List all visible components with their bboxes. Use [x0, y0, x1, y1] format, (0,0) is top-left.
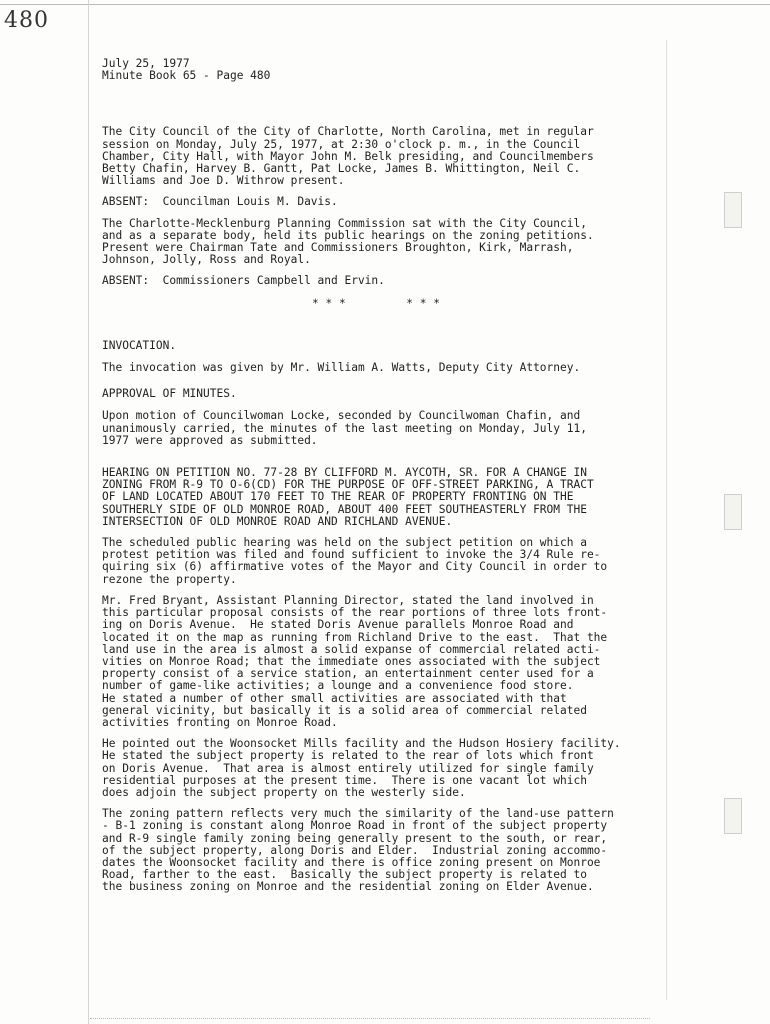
text-line: HEARING ON PETITION NO. 77-28 BY CLIFFORD M. AYCOTH, SR. FOR A CHANGE IN [102, 466, 587, 480]
text-line: Williams and Joe D. Withrow present. [102, 174, 345, 188]
absent-commission [102, 275, 682, 287]
text-line: property consist of a service station, an entertainment center used for a [102, 667, 594, 681]
invocation-heading: INVOCATION. [102, 338, 177, 352]
text-line: Johnson, Jolly, Ross and Royal. [102, 253, 311, 267]
text-line: INTERSECTION OF OLD MONROE ROAD AND RICHLAND AVENUE. [102, 514, 453, 528]
text-line: dates the Woonsocket facility and there is office zoning present on Monroe [102, 855, 601, 869]
margin-tab [724, 798, 742, 834]
text-line: and as a separate body, held its public hearings on the zoning petitions. [102, 228, 594, 242]
text-line: Mr. Fred Bryant, Assistant Planning Director, stated the land involved in [102, 593, 594, 607]
text-line: The invocation was given by Mr. William A. Watts, Deputy City Attorney. [102, 361, 581, 375]
text-line: He pointed out the Woonsocket Mills facility and the Hudson Hosiery facility. [102, 737, 621, 751]
text-line: ABSENT: Councilman Louis M. Davis. [102, 195, 338, 209]
text-line: located it on the map as running from Richland Drive to the east. That the [102, 630, 608, 644]
text-line: The scheduled public hearing was held on the subject petition on which a [102, 536, 587, 550]
text-line: rezone the property. [102, 572, 237, 586]
planning-commission-paragraph [102, 218, 682, 267]
opening-paragraph [102, 126, 682, 187]
text-line: ing on Doris Avenue. He stated Doris Avenue parallels Monroe Road and [102, 618, 574, 632]
text-line: Road, farther to the east. Basically the subject property is related to [102, 868, 587, 882]
text-line: activities fronting on Monroe Road. [102, 715, 338, 729]
text-line: Upon motion of Councilwoman Locke, seconded by Councilwoman Chafin, and [102, 409, 581, 423]
page-number: 480 [4, 8, 49, 33]
text-line: Betty Chafin, Harvey B. Gantt, Pat Locke, James B. Whittington, Neil C. [102, 162, 581, 176]
hearing-held-paragraph [102, 537, 682, 586]
text-line: land use in the area is almost a solid expanse of commercial related acti- [102, 642, 601, 656]
text-line: session on Monday, July 25, 1977, at 2:30 o'clock p. m., in the Council [102, 137, 581, 151]
section-separator: * * * * * * [312, 296, 440, 310]
text-line: quiring six (6) affirmative votes of the Mayor and City Council in order to [102, 560, 608, 574]
text-line: 1977 were approved as submitted. [102, 433, 318, 447]
text-line: of the subject property, along Doris and Elder. Industrial zoning accommo- [102, 843, 608, 857]
absent-council [102, 196, 682, 208]
text-line: and R-9 single family zoning being generally present to the south, or rear, [102, 831, 608, 845]
text-line: number of game-like activities; a lounge and a convenience food store. [102, 679, 574, 693]
text-line: He stated a number of other small activities are associated with that [102, 691, 567, 705]
minutes-heading: APPROVAL OF MINUTES. [102, 387, 237, 401]
text-line: - B-1 zoning is constant along Monroe Road in front of the subject property [102, 819, 608, 833]
text-line: protest petition was filed and found sufficient to invoke the 3/4 Rule re- [102, 548, 601, 562]
text-line: OF LAND LOCATED ABOUT 170 FEET TO THE REAR OF PROPERTY FRONTING ON THE [102, 490, 574, 504]
text-line: unanimously carried, the minutes of the last meeting on Monday, July 11, [102, 421, 587, 435]
woonsocket-paragraph [102, 738, 682, 799]
margin-tab [724, 494, 742, 530]
text-line: He stated the subject property is related to the rear of lots which front [102, 749, 594, 763]
text-line: residential purposes at the present time. There is one vacant lot which [102, 773, 587, 787]
text-line: does adjoin the subject property on the westerly side. [102, 785, 466, 799]
hearing-heading [102, 467, 682, 528]
meeting-date: July 25, 1977 [102, 57, 190, 70]
text-line: ZONING FROM R-9 TO O-6(CD) FOR THE PURPOSE OF OFF-STREET PARKING, A TRACT [102, 478, 594, 492]
text-line: The City Council of the City of Charlotte, North Carolina, met in regular [102, 125, 594, 139]
minutes-page [102, 58, 682, 903]
bottom-rule [90, 1018, 650, 1019]
zoning-pattern-paragraph [102, 808, 682, 893]
page-header [102, 58, 682, 82]
text-line: Present were Chairman Tate and Commissioners Broughton, Kirk, Marrash, [102, 241, 574, 255]
left-margin-rule [88, 0, 89, 1024]
text-line: on Doris Avenue. That area is almost entirely utilized for single family [102, 761, 594, 775]
text-line: general vicinity, but basically it is a solid area of commercial related [102, 703, 587, 717]
text-line: Chamber, City Hall, with Mayor John M. Belk presiding, and Councilmembers [102, 149, 594, 163]
invocation-paragraph [102, 362, 682, 374]
text-line: this particular proposal consists of the rear portions of three lots front- [102, 606, 608, 620]
text-line: vities on Monroe Road; that the immediate ones associated with the subject [102, 654, 601, 668]
bryant-paragraph [102, 595, 682, 729]
text-line: The zoning pattern reflects very much the similarity of the land-use pattern [102, 807, 614, 821]
minutes-paragraph [102, 410, 682, 447]
margin-tab [724, 192, 742, 228]
text-line: ABSENT: Commissioners Campbell and Ervin. [102, 274, 385, 288]
minute-book-reference: Minute Book 65 - Page 480 [102, 69, 271, 83]
text-line: SOUTHERLY SIDE OF OLD MONROE ROAD, ABOUT 400 FEET SOUTHEASTERLY FROM THE [102, 502, 587, 516]
text-line: the business zoning on Monroe and the residential zoning on Elder Avenue. [102, 880, 594, 894]
text-line: The Charlotte-Mecklenburg Planning Commission sat with the City Council, [102, 216, 587, 230]
top-rule [0, 4, 770, 5]
